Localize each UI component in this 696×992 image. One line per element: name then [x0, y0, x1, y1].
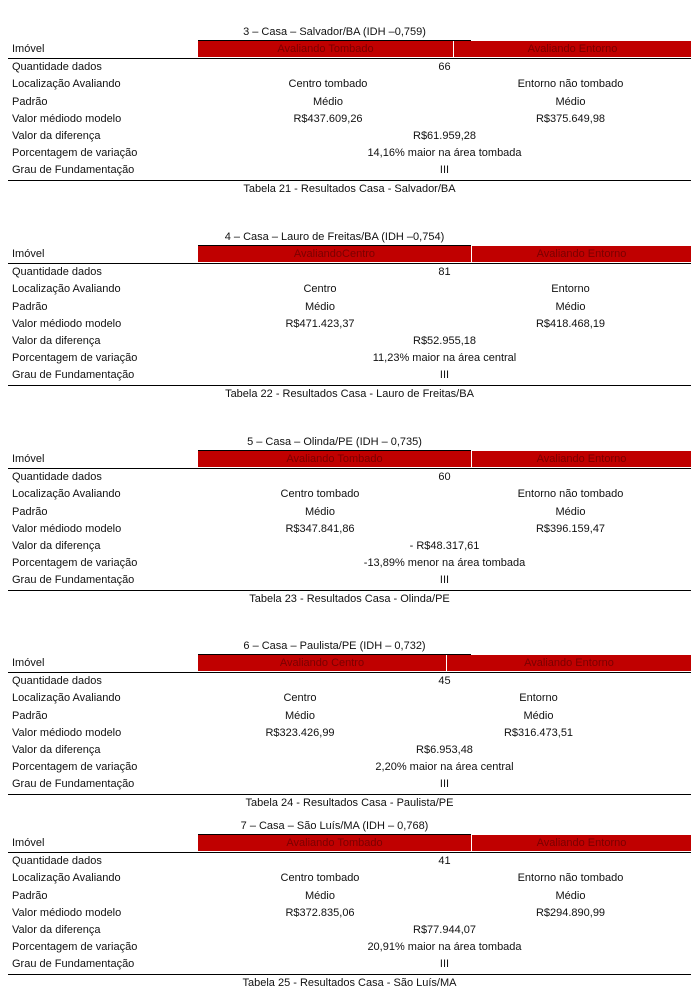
table-row-porcentagem	[8, 759, 691, 776]
table-row-porcentagem	[8, 555, 691, 572]
valor-medio-value-2: R$396.159,47	[535, 522, 606, 535]
porcentagem-value: 20,91% maior na área tombada	[367, 941, 522, 954]
porcentagem-value: 14,16% maior na área tombada	[367, 147, 522, 160]
row-label: Grau de Fundamentação	[12, 778, 135, 791]
row-label: Valor médiodo modelo	[12, 112, 122, 125]
valor-medio-value-1: R$372.835,06	[285, 906, 355, 919]
table-row-quantidade	[8, 673, 691, 690]
valor-medio-value-1: R$323.426,99	[265, 726, 335, 739]
results-table-sao-luis	[8, 818, 691, 991]
porcentagem-value: -13,89% menor na área tombada	[363, 557, 526, 570]
row-label: Imóvel	[12, 837, 45, 849]
table-title: 5 – Casa – Olinda/PE (IDH – 0,735)	[198, 434, 471, 451]
table-row-valor-diferenca	[8, 922, 691, 939]
grau-value: III	[439, 164, 450, 177]
row-label: Valor médiodo modelo	[12, 317, 122, 330]
row-label: Valor da diferença	[12, 923, 101, 936]
row-label: Quantidade dados	[12, 266, 102, 279]
header-cell-2: Avaliando Entorno	[472, 835, 691, 851]
table-caption: Tabela 24 - Resultados Casa - Paulista/PE	[245, 796, 454, 809]
table-row-padrao	[8, 888, 691, 905]
table-row-padrao	[8, 299, 691, 316]
row-label: Localização Avaliando	[12, 78, 121, 91]
padrao-value-2: Médio	[555, 889, 586, 902]
table-row-valor-diferenca	[8, 128, 691, 145]
table-title: 3 – Casa – Salvador/BA (IDH –0,759)	[198, 24, 471, 41]
row-label: Padrão	[12, 95, 48, 108]
row-label: Valor médiodo modelo	[12, 522, 122, 535]
table-row-quantidade	[8, 853, 691, 870]
valor-medio-value-2: R$418.468,19	[535, 317, 606, 330]
table-row-quantidade	[8, 59, 691, 76]
localizacao-value-1: Centro	[303, 283, 337, 296]
valor-medio-value-1: R$437.609,26	[293, 112, 363, 125]
table-caption: Tabela 23 - Resultados Casa - Olinda/PE	[249, 592, 450, 605]
row-label: Valor da diferença	[12, 743, 101, 756]
row-label: Padrão	[12, 505, 48, 518]
row-label: Imóvel	[12, 248, 45, 260]
table-row-porcentagem	[8, 939, 691, 956]
padrao-value-1: Médio	[285, 709, 315, 722]
localizacao-value-2: Entorno	[519, 692, 558, 705]
header-cell-2: Avaliando Entorno	[447, 655, 691, 671]
header-cell-2: Avaliando Entorno	[472, 451, 691, 467]
valor-diferenca-value: R$61.959,28	[413, 129, 476, 142]
valor-medio-value-1: R$471.423,37	[285, 317, 355, 330]
table-row-localizacao	[8, 281, 691, 298]
row-label: Valor da diferença	[12, 129, 101, 142]
table-title: 6 – Casa – Paulista/PE (IDH – 0,732)	[198, 638, 471, 655]
results-table-olinda	[8, 434, 691, 607]
table-row-padrao	[8, 708, 691, 725]
row-label: Porcentagem de variação	[12, 147, 138, 160]
localizacao-value-2: Entorno	[551, 283, 590, 296]
table-row-localizacao	[8, 690, 691, 707]
valor-medio-value-2: R$294.890,99	[535, 906, 606, 919]
quantidade-value: 60	[438, 471, 451, 484]
table-row-valor-medio	[8, 521, 691, 538]
row-label: Grau de Fundamentação	[12, 164, 135, 177]
table-title: 4 – Casa – Lauro de Freitas/BA (IDH –0,754)	[198, 229, 471, 246]
table-row-padrao	[8, 94, 691, 111]
quantidade-value: 81	[438, 266, 451, 279]
row-label: Imóvel	[12, 43, 45, 55]
table-row-valor-diferenca	[8, 742, 691, 759]
table-row-valor-diferenca	[8, 538, 691, 555]
padrao-value-2: Médio	[555, 300, 586, 313]
row-label: Padrão	[12, 889, 48, 902]
row-label: Localização Avaliando	[12, 283, 121, 296]
row-label: Localização Avaliando	[12, 872, 121, 885]
padrao-value-1: Médio	[305, 889, 335, 902]
valor-diferenca-value: R$77.944,07	[413, 923, 476, 936]
table-row-quantidade	[8, 469, 691, 486]
localizacao-value-2: Entorno não tombado	[517, 488, 624, 501]
row-label: Porcentagem de variação	[12, 941, 138, 954]
table-row-grau	[8, 776, 691, 794]
row-label: Valor médiodo modelo	[12, 726, 122, 739]
valor-diferenca-value: - R$48.317,61	[409, 539, 480, 552]
row-label: Grau de Fundamentação	[12, 574, 135, 587]
table-row-imovel	[8, 655, 691, 673]
row-label: Quantidade dados	[12, 675, 102, 688]
grau-value: III	[439, 574, 450, 587]
row-label: Padrão	[12, 300, 48, 313]
row-label: Quantidade dados	[12, 471, 102, 484]
padrao-value-2: Médio	[555, 95, 586, 108]
table-row-quantidade	[8, 264, 691, 281]
table-title: 7 – Casa – São Luís/MA (IDH – 0,768)	[198, 818, 471, 835]
valor-diferenca-value: R$6.953,48	[416, 743, 473, 756]
table-caption: Tabela 21 - Resultados Casa - Salvador/BA	[243, 182, 456, 195]
table-row-localizacao	[8, 486, 691, 503]
padrao-value-2: Médio	[555, 505, 586, 518]
table-row-valor-diferenca	[8, 333, 691, 350]
row-label: Porcentagem de variação	[12, 557, 138, 570]
table-row-valor-medio	[8, 316, 691, 333]
padrao-value-1: Médio	[305, 505, 335, 518]
table-row-porcentagem	[8, 145, 691, 162]
table-row-padrao	[8, 504, 691, 521]
table-row-valor-medio	[8, 725, 691, 742]
localizacao-value-1: Centro tombado	[288, 78, 368, 91]
row-label: Localização Avaliando	[12, 692, 121, 705]
header-cell-2: Avaliando Entorno	[472, 246, 691, 262]
table-row-imovel	[8, 246, 691, 264]
results-table-salvador	[8, 24, 691, 197]
localizacao-value-2: Entorno não tombado	[517, 78, 624, 91]
row-label: Grau de Fundamentação	[12, 958, 135, 971]
table-row-valor-medio	[8, 905, 691, 922]
localizacao-value-1: Centro tombado	[280, 488, 360, 501]
grau-value: III	[439, 369, 450, 382]
localizacao-value-1: Centro tombado	[280, 872, 360, 885]
results-table-paulista	[8, 638, 691, 811]
header-cell-1: Avaliando Tombado	[198, 451, 471, 467]
row-label: Grau de Fundamentação	[12, 369, 135, 382]
valor-medio-value-1: R$347.841,86	[285, 522, 355, 535]
padrao-value-1: Médio	[313, 95, 343, 108]
header-cell-1: Avaliando Tombado	[198, 835, 471, 851]
row-label: Quantidade dados	[12, 855, 102, 868]
row-label: Localização Avaliando	[12, 488, 121, 501]
table-row-porcentagem	[8, 350, 691, 367]
header-cell-1: Avaliando Tombado	[198, 41, 453, 57]
row-label: Imóvel	[12, 453, 45, 465]
localizacao-value-1: Centro	[283, 692, 317, 705]
header-cell-1: AvaliandoCentro	[198, 246, 471, 262]
table-row-grau	[8, 367, 691, 385]
quantidade-value: 66	[438, 61, 451, 74]
row-label: Porcentagem de variação	[12, 352, 138, 365]
row-label: Porcentagem de variação	[12, 761, 138, 774]
table-row-localizacao	[8, 76, 691, 93]
padrao-value-1: Médio	[305, 300, 335, 313]
results-table-lauro-de-freitas	[8, 229, 691, 402]
row-label: Quantidade dados	[12, 61, 102, 74]
table-row-grau	[8, 956, 691, 974]
table-row-grau	[8, 572, 691, 590]
row-label: Valor da diferença	[12, 334, 101, 347]
table-row-imovel	[8, 835, 691, 853]
porcentagem-value: 2,20% maior na área central	[375, 761, 514, 774]
row-label: Imóvel	[12, 657, 45, 669]
porcentagem-value: 11,23% maior na área central	[372, 352, 517, 365]
table-row-valor-medio	[8, 111, 691, 128]
row-label: Valor médiodo modelo	[12, 906, 122, 919]
table-row-grau	[8, 162, 691, 180]
row-label: Valor da diferença	[12, 539, 101, 552]
table-caption: Tabela 25 - Resultados Casa - São Luís/MA	[242, 976, 457, 989]
grau-value: III	[439, 958, 450, 971]
row-label: Padrão	[12, 709, 48, 722]
valor-medio-value-2: R$316.473,51	[503, 726, 574, 739]
quantidade-value: 45	[438, 675, 451, 688]
table-row-imovel	[8, 451, 691, 469]
header-cell-2: Avaliando Entorno	[454, 41, 691, 57]
localizacao-value-2: Entorno não tombado	[517, 872, 624, 885]
table-caption: Tabela 22 - Resultados Casa - Lauro de Freitas/BA	[225, 387, 474, 400]
padrao-value-2: Médio	[523, 709, 554, 722]
valor-medio-value-2: R$375.649,98	[535, 112, 606, 125]
table-row-localizacao	[8, 870, 691, 887]
table-row-imovel	[8, 41, 691, 59]
grau-value: III	[439, 778, 450, 791]
valor-diferenca-value: R$52.955,18	[413, 334, 476, 347]
quantidade-value: 41	[438, 855, 451, 868]
header-cell-1: Avaliando Centro	[198, 655, 446, 671]
